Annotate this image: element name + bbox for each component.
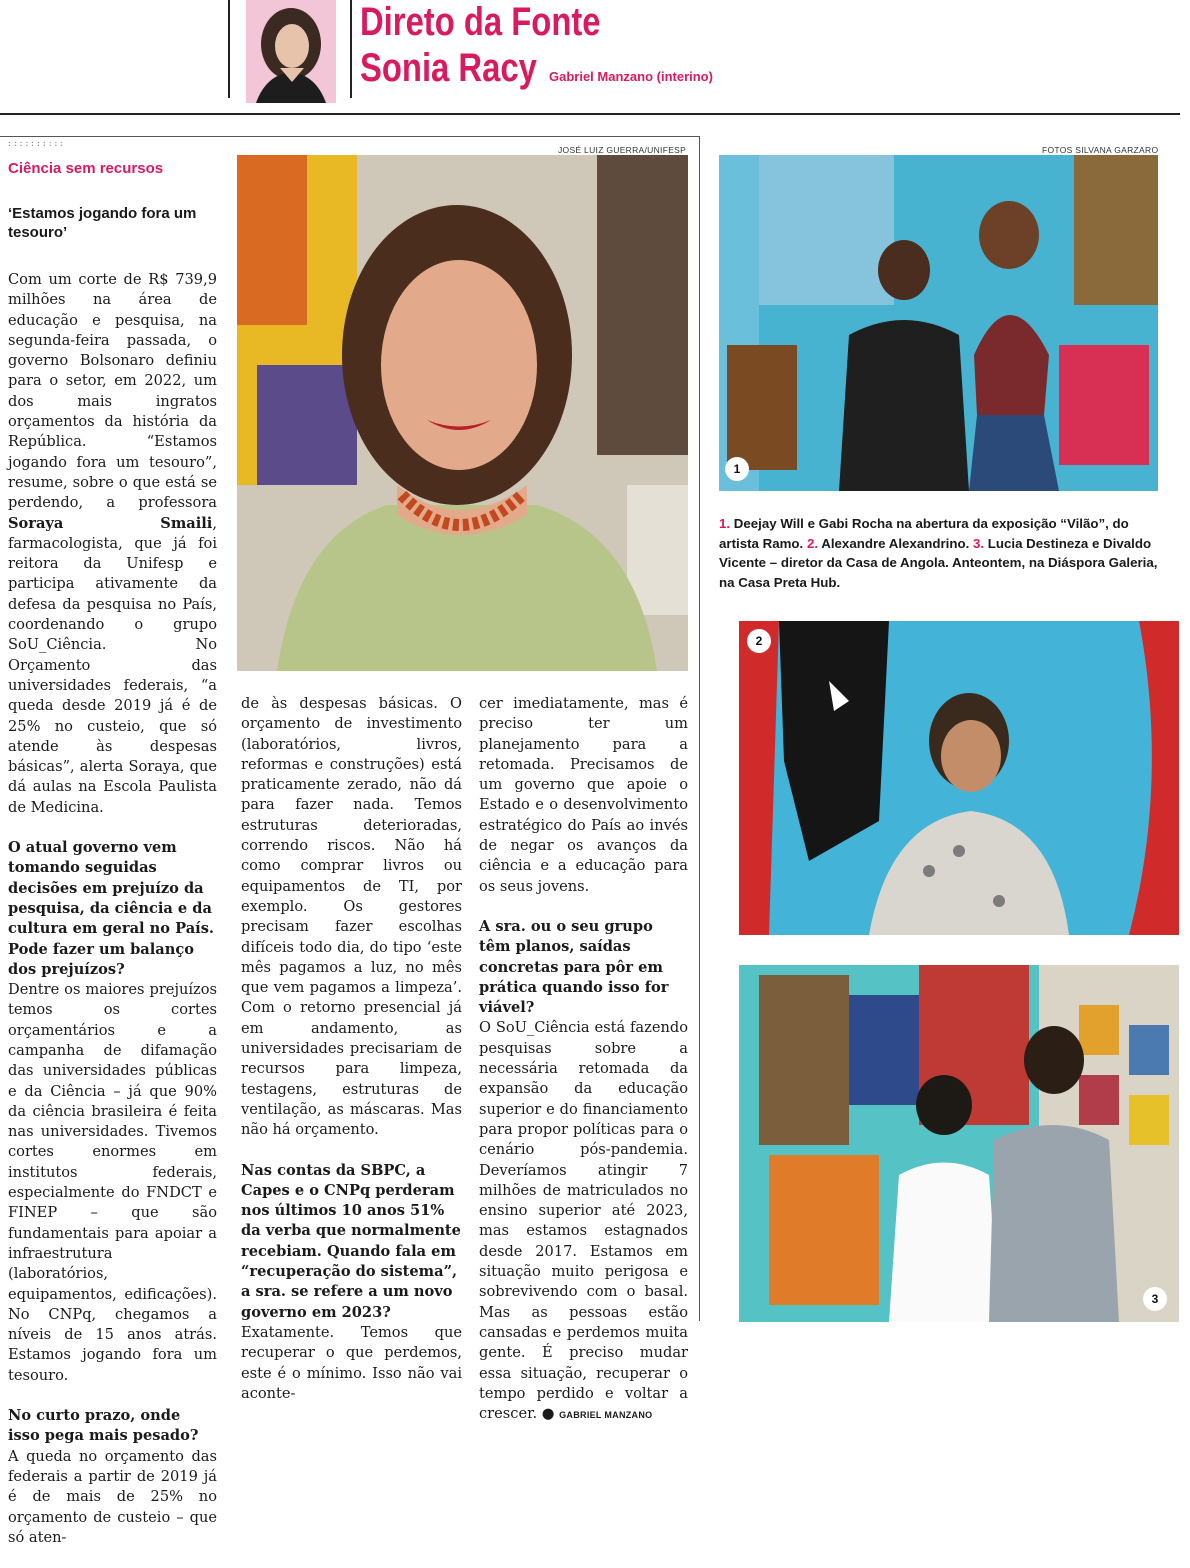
- qa-block-3: [241, 1161, 462, 1405]
- portrait-image: [237, 155, 688, 671]
- photo-number-badge: 3: [1143, 1287, 1167, 1311]
- gallery-photo-3: [739, 965, 1179, 1322]
- gallery-photo-2: [739, 621, 1179, 935]
- article-column-2: [241, 694, 462, 1424]
- byline-bullet-icon: ●: [541, 1405, 555, 1423]
- interviewee-name: Soraya Smaili: [8, 514, 213, 532]
- photo-number-badge: 1: [725, 457, 749, 481]
- photo-3-image: [739, 965, 1179, 1322]
- photo-1-image: [719, 155, 1158, 491]
- section-kicker: Ciência sem recursos: [8, 160, 164, 177]
- photo-caption: 1. Deejay Will e Gabi Rocha na abertura da exposição “Vilão”, do artista Ramo. 2. Alexandre Alexandrino. 3. Lucia Destineza e Divaldo Vicente – diretor da Casa de Angola. Anteontem, na Diáspora Galeria, na Casa Preta Hub.: [719, 516, 1158, 590]
- gallery-photo-1: [719, 155, 1158, 491]
- story-frame-right: [699, 136, 700, 1321]
- columnist-avatar: [246, 0, 336, 103]
- answer-3-start: Exatamente. Temos que recuperar o que perdemos, este é o mínimo. Isso não vai aconte-: [241, 1323, 462, 1402]
- question-2: No curto prazo, onde isso pega mais pesado?: [8, 1407, 199, 1445]
- qa-block-1: [8, 838, 217, 1386]
- article-column-3: [479, 694, 688, 1445]
- intro-paragraph: Com um corte de R$ 739,9 milhões na área de educação e pesquisa, na segunda-feira passada, o governo Bolsonaro definiu para o setor, em 2022, um dos mais ingratos orçamentos da história da República. “Estamos jogando fora um tesouro”, resume, sobre o que está se perdendo, a professora Soraya Smaili, farmacologista, que já foi reitora da Unifesp e participa ativamente da defesa da pesquisa no País, coordenando o grupo SoU_Ciência. No Orçamento das universidades federais, “a queda desde 2019 já é de 25% no custeio, que só atende às despesas básicas”, alerta Soraya, que dá aulas na Escola Paulista de Medicina.: [8, 271, 217, 816]
- answer-2-start: A queda no orçamento das federais a partir de 2019 já é de mais de 25% no orçamento de custeio – que só aten-: [8, 1447, 217, 1546]
- interviewee-photo: [237, 155, 688, 671]
- story-headline: ‘Estamos jogando fora um tesouro’: [8, 205, 197, 241]
- header-divider-title: [350, 0, 352, 98]
- qa-block-2: [8, 1406, 217, 1548]
- answer-3-continued: cer imediatamente, mas é preciso ter um planejamento para a retomada. Precisamos de um governo que apoie o Estado e o desenvolvimento estratégico do País ao invés de negar os avanços da ciência e a educação para os seus jovens.: [479, 695, 688, 895]
- columnist-portrait-image: [246, 0, 336, 103]
- question-4: A sra. ou o seu grupo têm planos, saídas concretas para pôr em prática quando isso for viável?: [479, 917, 669, 1017]
- gallery-photo-credit: FOTOS SILVANA GARZARO: [1042, 145, 1159, 155]
- qa-block-4: [479, 917, 688, 1425]
- answer-1: Dentre os maiores prejuízos temos os cortes orçamentários e a campanha de difamação das universidades públicas e da Ciência – já que 90% da ciência brasileira é feita nas universidades. Tivemos cortes enormes em institutos federais, especialmente do FNDCT e FINEP – que são fundamentais para apoiar a infraestrutura (laboratórios, equipamentos, edificações). No CNPq, chegamos a níveis de 15 anos atrás. Estamos jogando fora um tesouro.: [8, 981, 217, 1384]
- question-1: O atual governo vem tomando seguidas decisões em prejuízo da pesquisa, da ciência e da cultura em geral no País. Pode fazer um balanço dos prejuízos?: [8, 839, 214, 978]
- photo-credit: JOSÉ LUIZ GUERRA/UNIFESP: [558, 145, 687, 155]
- end-byline: GABRIEL MANZANO: [559, 1410, 653, 1421]
- column-author: Sonia Racy: [360, 46, 537, 90]
- decorative-dots: ::::::::::: [7, 139, 66, 148]
- column-title: Direto da Fonte: [360, 0, 601, 44]
- photo-2-image: [739, 621, 1179, 935]
- answer-2-continued: de às despesas básicas. O orçamento de investimento (laboratórios, livros, reformas e construções) está praticamente zerado, não dá para fazer nada. Temos estruturas deterioradas, correndo riscos. Não há como comprar livros ou equipamentos de TI, por exemplo. Os gestores precisam fazer escolhas difíceis todo dia, do tipo ‘este mês pagamos a luz, no mês que vem pagamos a limpeza’. Com o retorno presencial já em andamento, as universidades precisariam de recursos para limpeza, testagens, estruturas de ventilação, as máscaras. Mas não há orçamento.: [241, 695, 462, 1139]
- story-frame-top: [0, 136, 700, 137]
- answer-4: O SoU_Ciência está fazendo pesquisas sobre a necessária retomada da expansão da educação superior e do financiamento para propor políticas para o cenário pós-pandemia. Deveríamos atingir 7 milhões de matriculados no ensino superior até 2023, mas estamos estagnados desde 2017. Estamos em situação muito perigosa e sobrevivendo com o basal. Mas as pessoas estão cansadas e perdemos muita gente. É preciso mudar essa situação, recuperar o tempo perdido e voltar a crescer.: [479, 1019, 688, 1423]
- article-column-1: [8, 270, 217, 1568]
- question-3: Nas contas da SBPC, a Capes e o CNPq perderam nos últimos 10 anos 51% da verba que normalmente recebiam. Quando fala em “recuperação do sistema”, a sra. se refere a um novo governo em 2023?: [241, 1161, 461, 1321]
- photo-number-badge: 2: [747, 629, 771, 653]
- header-divider-left: [228, 0, 230, 98]
- header-bottom-rule: [0, 113, 1180, 115]
- interim-author: Gabriel Manzano (interino): [549, 69, 713, 84]
